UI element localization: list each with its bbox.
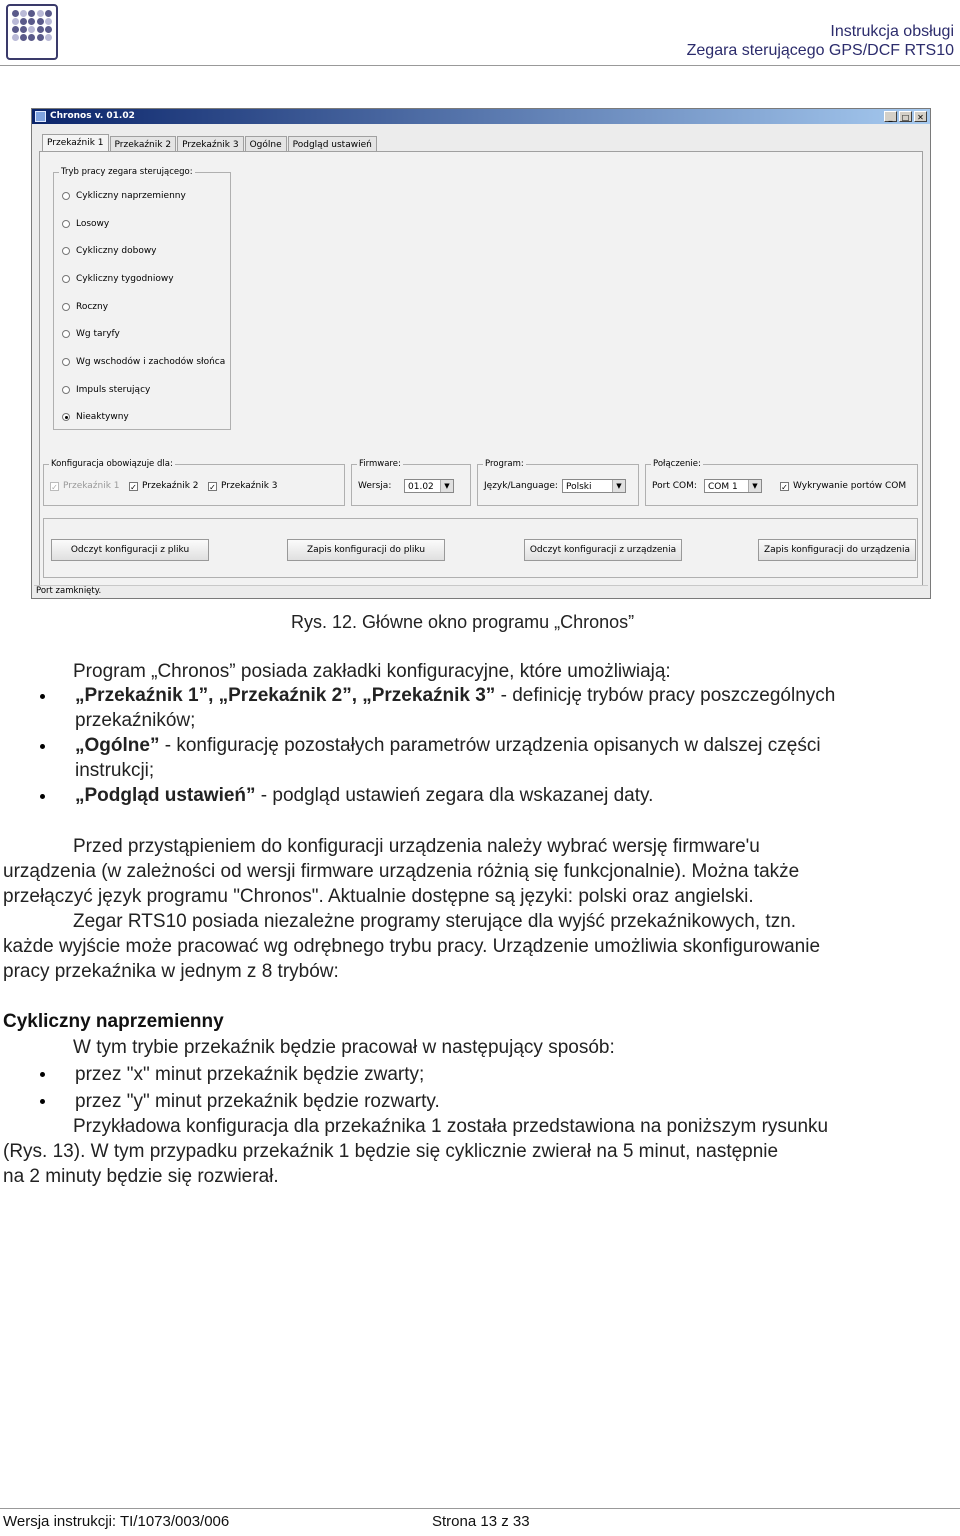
app-icon <box>35 111 46 122</box>
document-header <box>687 22 954 60</box>
footer-page-number: Strona 13 z 33 <box>432 1513 530 1530</box>
figure-caption: Rys. 12. Główne okno programu „Chronos” <box>291 612 635 632</box>
bullet-icon <box>40 794 45 799</box>
mode-radio-wg-taryfy[interactable] <box>62 329 120 339</box>
firmware-version-select[interactable] <box>404 479 454 493</box>
language-value: Polski <box>566 482 592 492</box>
minimize-icon[interactable]: _ <box>884 111 897 122</box>
radio-icon <box>62 275 70 283</box>
port-com-label: Port COM: <box>652 481 697 491</box>
close-icon[interactable]: ✕ <box>914 111 927 122</box>
firmware-version-label: Wersja: <box>358 481 392 491</box>
bullet-general-text: - konfigurację pozostałych parametrów urządzenia opisanych w dalszej części <box>159 735 821 756</box>
para1-line: każde wyjście może pracować wg odrębnego trybu pracy. Urządzenie umożliwia skonfigurowanie <box>3 936 821 957</box>
tab-przekaznik-1[interactable]: Przekaźnik 1 <box>42 134 109 153</box>
maximize-icon[interactable]: □ <box>899 111 912 122</box>
header-manual-label: Instrukcja obsługi <box>830 23 954 40</box>
mode-group <box>53 167 231 430</box>
actions-group <box>43 518 918 578</box>
chevron-down-icon: ▼ <box>612 480 625 492</box>
firmware-group <box>351 459 471 506</box>
para2-line: Przykładowa konfiguracja dla przekaźnika 1 została przedstawiona na poniższym rysunku <box>73 1116 829 1137</box>
radio-icon <box>62 247 70 255</box>
language-select[interactable] <box>562 479 626 493</box>
port-com-value: COM 1 <box>708 482 738 492</box>
mode-label: Wg wschodów i zachodów słońca <box>76 357 226 367</box>
read-config-file-button[interactable]: Odczyt konfiguracji z pliku <box>51 539 209 561</box>
chronos-window <box>31 108 931 599</box>
chevron-down-icon: ▼ <box>748 480 761 492</box>
radio-icon <box>62 220 70 228</box>
tab-przekaznik-2[interactable]: Przekaźnik 2 <box>110 136 177 153</box>
para2-line: (Rys. 13). W tym przypadku przekaźnik 1 będzie się cyklicznie zwierał na 5 minut, następnie <box>3 1141 779 1162</box>
section-heading: Cykliczny naprzemienny <box>3 1011 224 1032</box>
company-logo <box>6 4 58 60</box>
language-label: Język/Language: <box>484 481 558 491</box>
checkbox-checked-icon: ✓ <box>781 482 788 492</box>
mode-radio-wschody-zachody[interactable] <box>62 357 225 367</box>
mode-radio-nieaktywny[interactable] <box>62 412 129 422</box>
footer-divider <box>0 1508 960 1509</box>
program-group <box>477 459 639 506</box>
header-divider <box>0 65 960 66</box>
checkbox-checked-icon: ✓ <box>209 482 216 492</box>
bullet-general <box>75 734 821 758</box>
bullet-icon <box>40 694 45 699</box>
bullet-icon <box>40 1099 45 1104</box>
mode-radio-roczny[interactable] <box>62 302 108 312</box>
para2-line: na 2 minuty będzie się rozwierał. <box>3 1166 279 1187</box>
radio-icon <box>62 303 70 311</box>
bullet-relays <box>75 684 835 708</box>
intro-paragraph: Program „Chronos” posiada zakładki konfiguracyjne, które umożliwiają: <box>73 661 671 682</box>
window-title: Chronos v. 01.02 <box>50 111 135 121</box>
mode-radio-losowy[interactable] <box>62 219 109 229</box>
checkbox-checked-icon: ✓ <box>51 482 58 492</box>
mode-label: Roczny <box>76 302 109 312</box>
connection-group <box>645 459 918 506</box>
window-titlebar <box>32 109 930 124</box>
bullet-relays-text: - definicję trybów pracy poszczególnych <box>495 685 836 706</box>
mode-radio-cykliczny-dobowy[interactable] <box>62 246 157 256</box>
checkbox-label: Przekaźnik 1 <box>63 481 120 491</box>
mode-radio-cykliczny-naprzemienny[interactable] <box>62 191 186 201</box>
checkbox-przekaznik-3[interactable] <box>208 481 278 491</box>
header-device-name: Zegara sterującego GPS/DCF RTS10 <box>686 42 954 59</box>
checkbox-przekaznik-2[interactable] <box>129 481 199 491</box>
firmware-group-title: Firmware: <box>359 459 401 469</box>
tab-panel <box>39 151 923 586</box>
section-bullet: przez "y" minut przekaźnik będzie rozwarty. <box>75 1091 440 1112</box>
checkbox-label: Przekaźnik 2 <box>142 481 199 491</box>
radio-icon <box>62 358 70 366</box>
status-bar: Port zamknięty. <box>34 585 928 597</box>
para1-line: Zegar RTS10 posiada niezależne programy sterujące dla wyjść przekaźnikowych, tzn. <box>73 911 797 932</box>
mode-radio-impuls-sterujacy[interactable] <box>62 385 150 395</box>
mode-label: Cykliczny tygodniowy <box>76 274 174 284</box>
bullet-icon <box>40 744 45 749</box>
config-target-group <box>43 459 345 506</box>
tab-ogolne[interactable]: Ogólne <box>245 136 287 153</box>
bullet-general-title: „Ogólne” <box>75 735 160 756</box>
radio-icon <box>62 386 70 394</box>
bullet-preview <box>75 784 653 808</box>
bullet-general-cont: instrukcji; <box>75 760 155 781</box>
section-bullet: przez "x" minut przekaźnik będzie zwarty; <box>75 1064 425 1085</box>
checkbox-label: Wykrywanie portów COM <box>793 481 907 491</box>
bullet-icon <box>40 1072 45 1077</box>
mode-group-title: Tryb pracy zegara sterującego: <box>61 167 193 177</box>
bullet-preview-title: „Podgląd ustawień” <box>75 785 256 806</box>
bullet-relays-cont: przekaźników; <box>75 710 196 731</box>
mode-label: Impuls sterujący <box>76 385 151 395</box>
section-intro: W tym trybie przekaźnik będzie pracował w następujący sposób: <box>73 1037 615 1058</box>
radio-icon <box>62 192 70 200</box>
save-config-file-button[interactable]: Zapis konfiguracji do pliku <box>287 539 445 561</box>
mode-label: Wg taryfy <box>76 329 120 339</box>
para1-line: Przed przystąpieniem do konfiguracji urządzenia należy wybrać wersję firmware'u <box>73 836 760 857</box>
checkbox-checked-icon: ✓ <box>130 482 137 492</box>
mode-label: Cykliczny dobowy <box>76 246 157 256</box>
connection-group-title: Połączenie: <box>653 459 701 469</box>
mode-radio-cykliczny-tygodniowy[interactable] <box>62 274 174 284</box>
checkbox-przekaznik-1[interactable] <box>50 481 120 491</box>
bullet-relays-title: „Przekaźnik 1”, „Przekaźnik 2”, „Przekaźnik 3” <box>75 685 496 706</box>
para1-line: urządzenia (w zależności od wersji firmware urządzenia różnią się funkcjonalnie). Można także <box>3 861 800 882</box>
para1-line: przełączyć język programu "Chronos". Aktualnie dostępne są języki: polski oraz angielski. <box>3 886 754 907</box>
firmware-version-value: 01.02 <box>408 482 434 492</box>
mode-label: Nieaktywny <box>76 412 129 422</box>
checkbox-label: Przekaźnik 3 <box>221 481 278 491</box>
read-config-device-button[interactable]: Odczyt konfiguracji z urządzenia <box>524 539 682 561</box>
program-group-title: Program: <box>485 459 524 469</box>
config-group-title: Konfiguracja obowiązuje dla: <box>51 459 173 469</box>
port-com-select[interactable] <box>704 479 762 493</box>
tab-podglad-ustawien[interactable]: Podgląd ustawień <box>288 136 377 153</box>
footer-version: Wersja instrukcji: TI/1073/003/006 <box>3 1513 230 1530</box>
save-config-device-button[interactable]: Zapis konfiguracji do urządzenia <box>758 539 916 561</box>
chevron-down-icon: ▼ <box>440 480 453 492</box>
tab-przekaznik-3[interactable]: Przekaźnik 3 <box>177 136 244 153</box>
bullet-preview-text: - podgląd ustawień zegara dla wskazanej daty. <box>255 785 654 806</box>
radio-icon <box>62 330 70 338</box>
checkbox-detect-com[interactable] <box>780 481 906 491</box>
mode-label: Losowy <box>76 219 110 229</box>
para1-line: pracy przekaźnika w jednym z 8 trybów: <box>3 961 339 982</box>
mode-label: Cykliczny naprzemienny <box>76 191 186 201</box>
radio-selected-icon <box>62 413 70 421</box>
